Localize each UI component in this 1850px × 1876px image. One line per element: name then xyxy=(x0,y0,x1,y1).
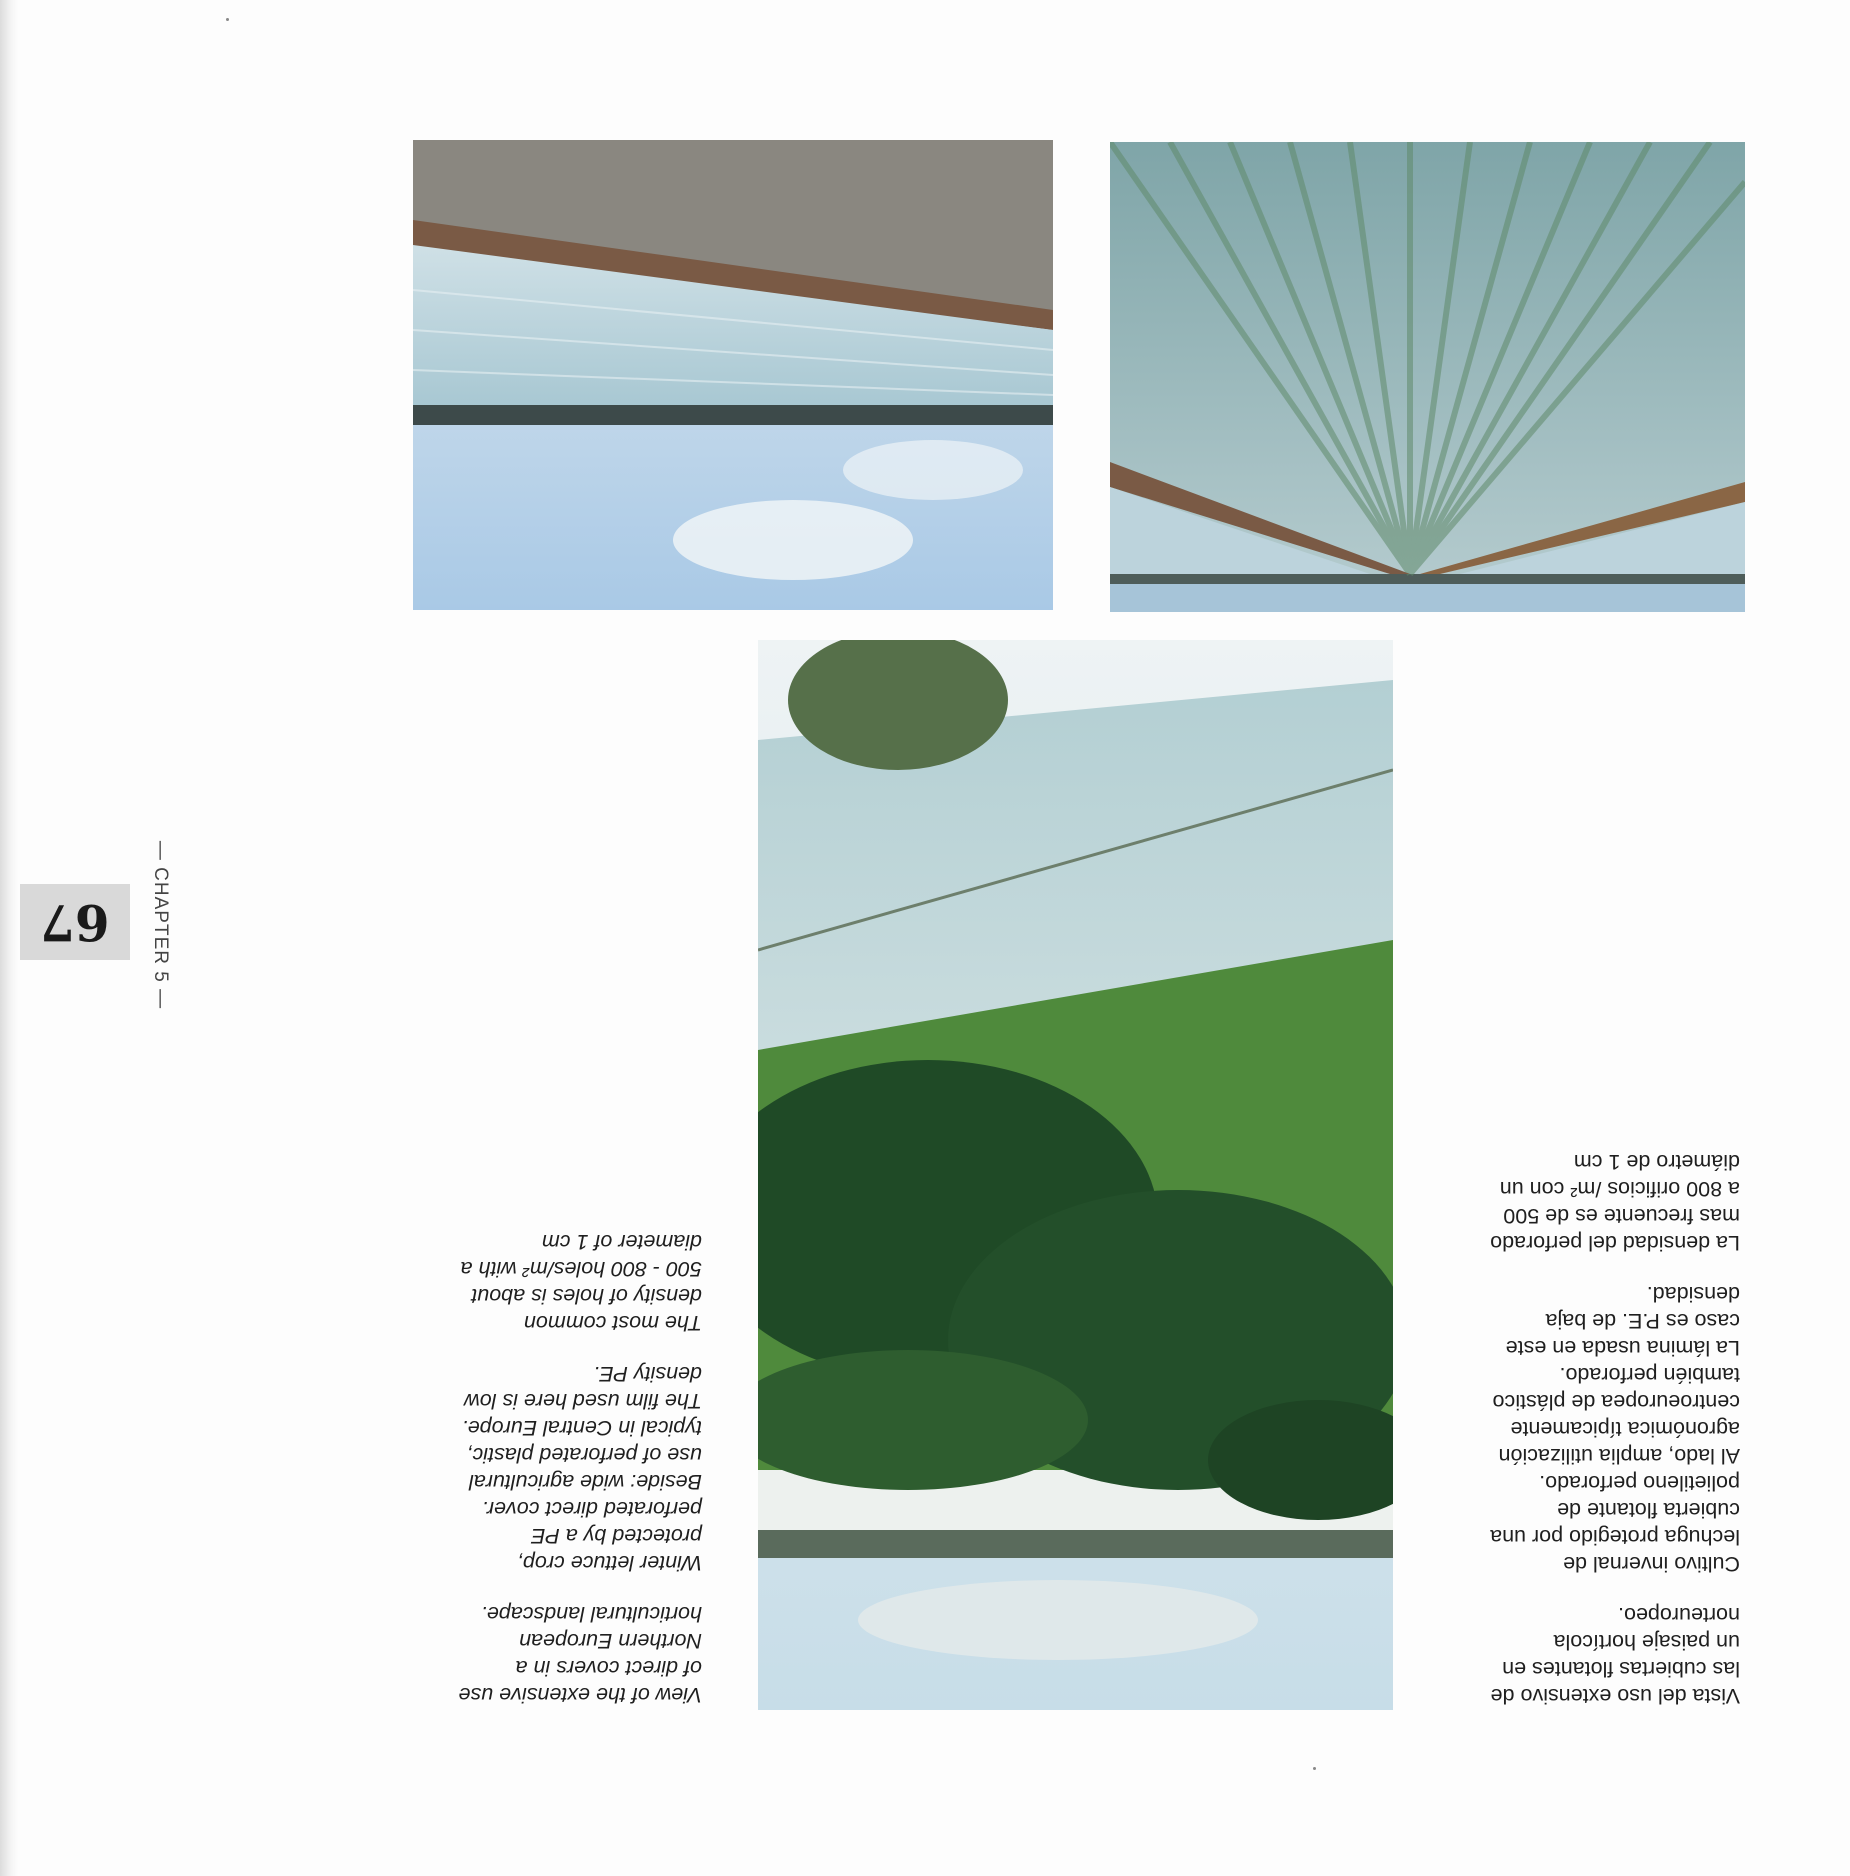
caption-english xyxy=(420,1228,702,1713)
caption-spanish-paragraph: Vista del uso extensivo de las cubiertas flotantes en un paisaje hortícola norteuropeo. xyxy=(1490,1603,1740,1708)
chapter-label xyxy=(145,820,175,1030)
caption-spanish xyxy=(1440,1148,1740,1713)
photo-field-film-cover xyxy=(413,140,1053,610)
page-number-tab xyxy=(20,884,130,960)
dust-speck xyxy=(226,18,229,21)
dust-speck xyxy=(1313,1767,1316,1770)
photo-perforated-film-rows xyxy=(1110,142,1745,612)
caption-english-paragraph: View of the extensive use of direct covers in a Northern European horticultural landscape. xyxy=(458,1602,702,1707)
binding-shadow xyxy=(0,0,18,1876)
page-number: 67 xyxy=(40,892,110,952)
caption-spanish-paragraph: La densidad del perforado mas frecuente es de 500 a 800 orificios /m² con un diámetro de 1 cm xyxy=(1490,1150,1740,1255)
caption-english-paragraph: The most common density of holes is about 500 - 800 holes/m² with a diameter of 1 cm xyxy=(460,1230,702,1335)
photo-landscape-direct-cover xyxy=(758,640,1393,1710)
caption-spanish-paragraph: Cultivo invernal de lechuga protegido por una cubierta flotante de polietileno perforado. Al lado, amplia utilización agronómica típicamente centroeuropea de plástico también perforado. La lámina usada en este caso es P.E. de baja densidad. xyxy=(1490,1282,1740,1576)
chapter-label-text: — CHAPTER 5 — xyxy=(150,840,171,1010)
caption-english-paragraph: Winter lettuce crop, protected by a PE perforated direct cover. Beside: wide agricultural use of perforated plastic, typical in Central Europe. The film used here is low density PE. xyxy=(461,1362,702,1575)
